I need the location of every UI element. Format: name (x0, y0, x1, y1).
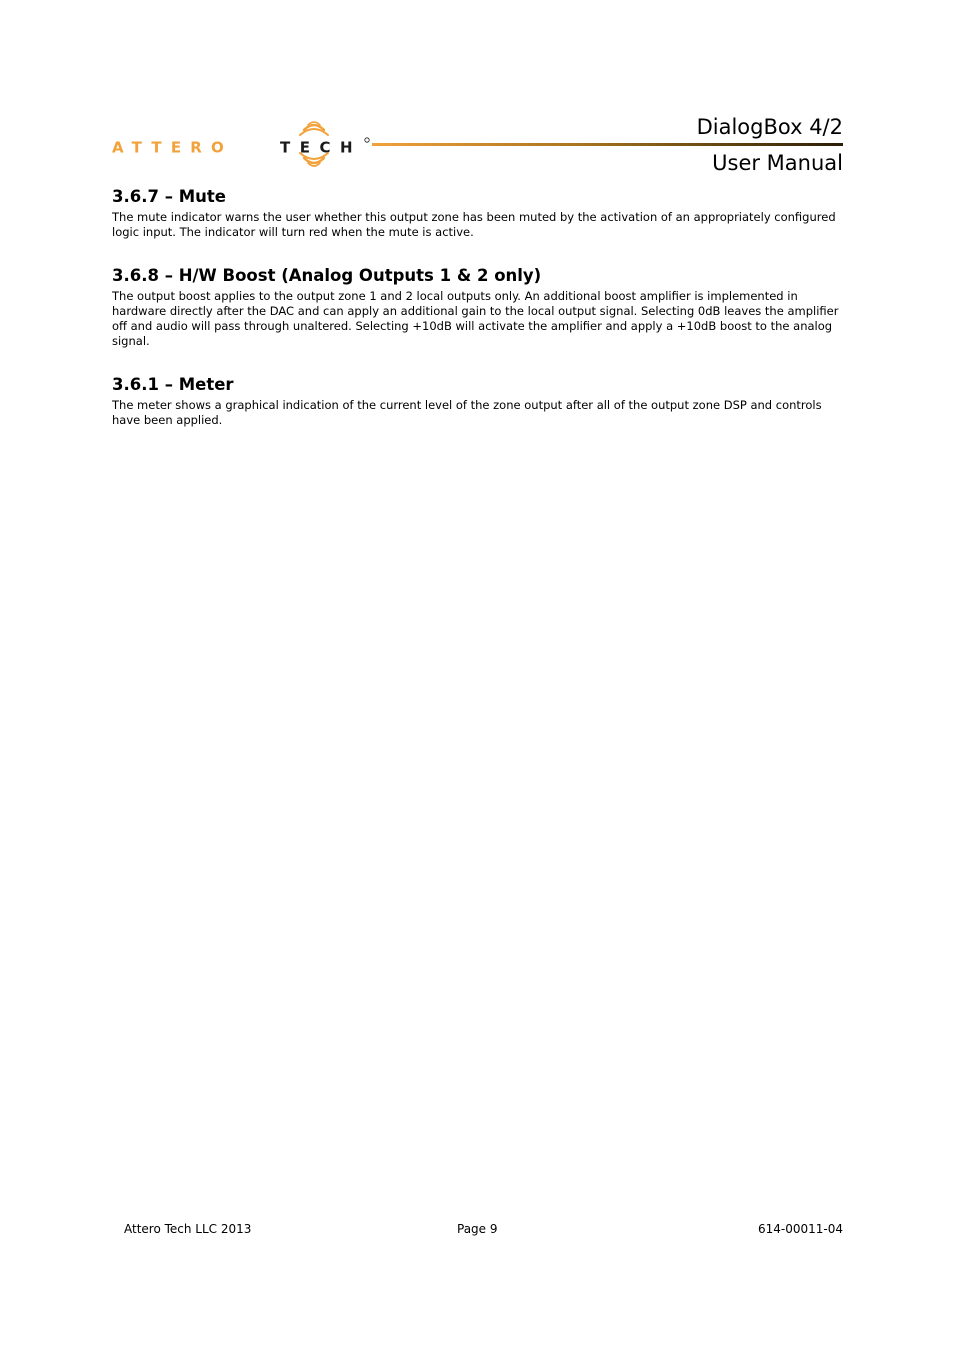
document-title: DialogBox 4/2 (696, 115, 843, 139)
section-body: The output boost applies to the output zone 1 and 2 local outputs only. An additional boost amplifier is implemented in hardware directly after the DAC and can apply an additional gain to the local output signal. Selecting 0dB leaves the amplifier off and audio will pass through unaltered. Selecting +10dB will activate the amplifier and apply a +10dB boost to the analog signal. (112, 289, 839, 348)
logo-text-tech: TECH (280, 138, 363, 157)
attero-tech-logo (108, 116, 388, 180)
section-body: The mute indicator warns the user whether this output zone has been muted by the activation of an appropriately configured logic input. The indicator will turn red when the mute is active. (112, 210, 836, 239)
document-subtitle: User Manual (712, 151, 843, 175)
logo-text-attero: ATTERO (112, 138, 234, 157)
header-rule (372, 143, 843, 146)
main-content (112, 186, 844, 428)
section-heading: 3.6.8 – H/W Boost (Analog Outputs 1 & 2 only) (112, 266, 542, 285)
section-meter (112, 374, 844, 428)
section-mute (112, 186, 844, 240)
section-body: The meter shows a graphical indication of the current level of the zone output after all of the output zone DSP and controls have been applied. (112, 398, 822, 427)
section-hw-boost (112, 265, 844, 349)
section-heading: 3.6.1 – Meter (112, 375, 234, 394)
section-heading: 3.6.7 – Mute (112, 187, 226, 206)
footer-company: Attero Tech LLC 2013 (124, 1222, 252, 1236)
footer-document-number: 614-00011-04 (757, 1222, 843, 1236)
footer-page-number: Page 9 (457, 1222, 498, 1236)
